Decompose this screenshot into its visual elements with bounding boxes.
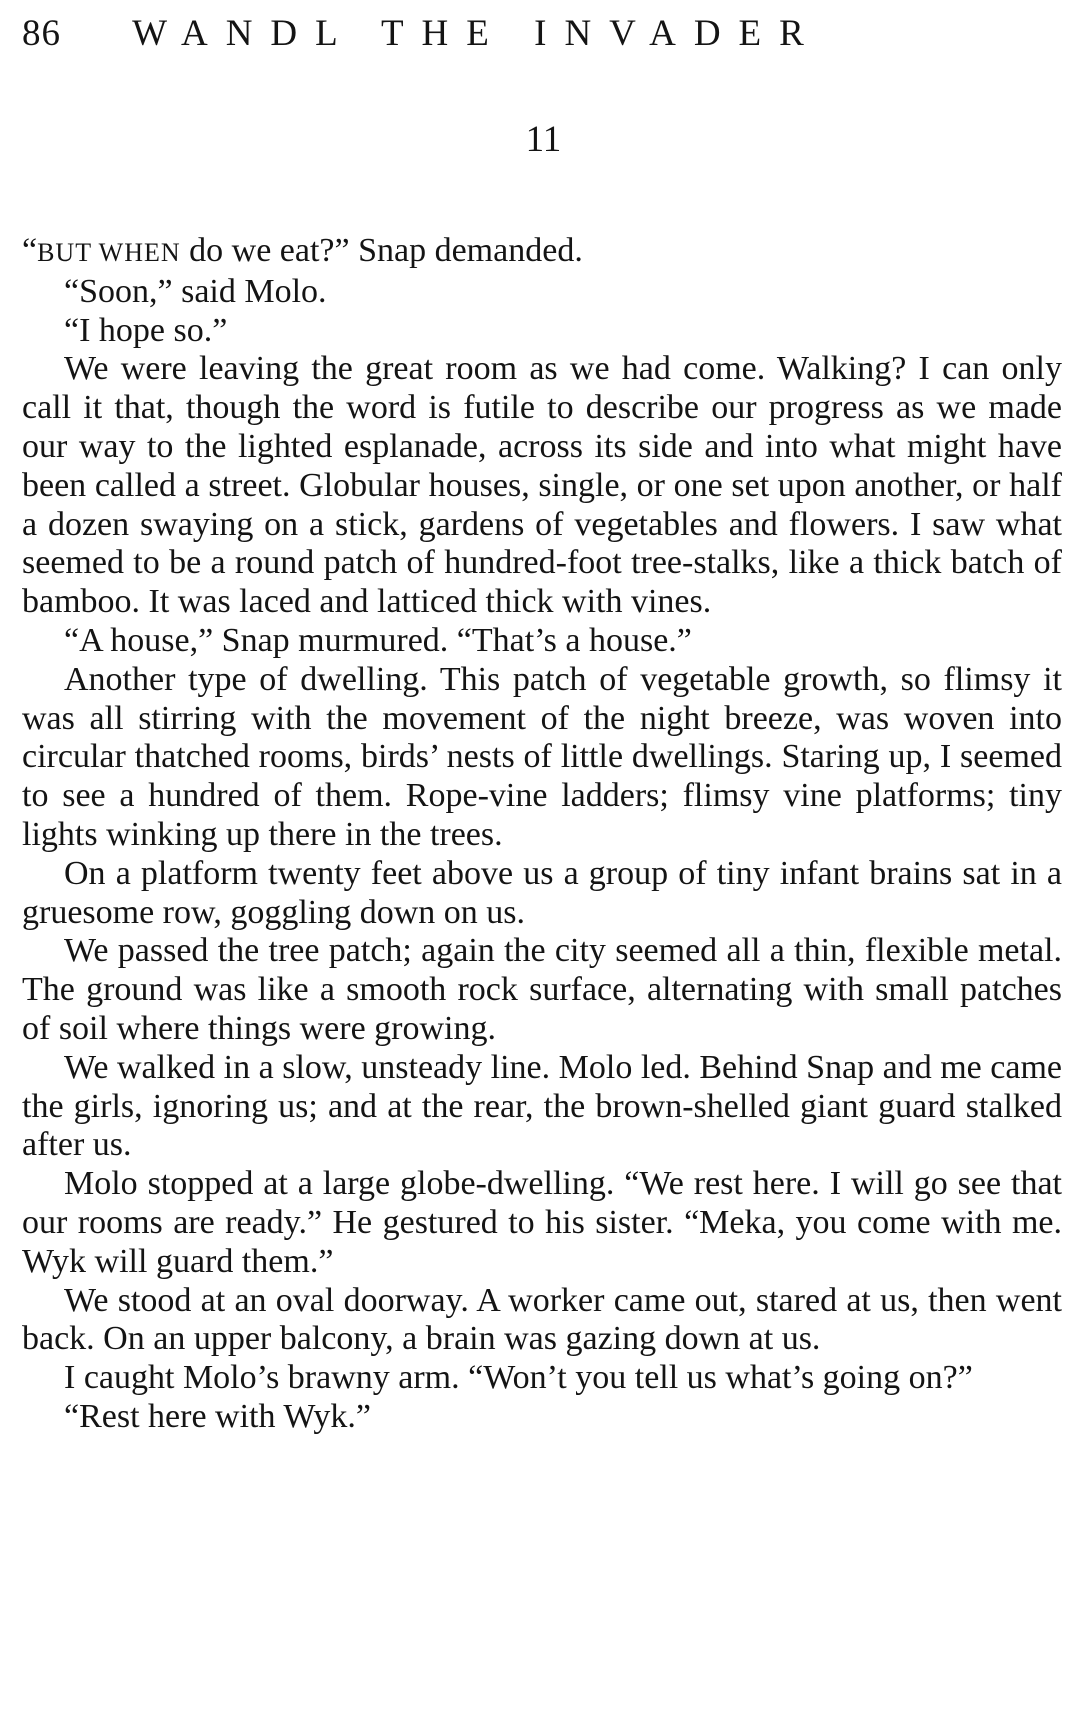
opening-paragraph	[22, 232, 1062, 273]
paragraph: “Soon,” said Molo.	[64, 272, 327, 310]
running-title: WANDL THE INVADER	[132, 13, 822, 54]
opening-quote: “	[22, 232, 38, 269]
opening-smallcaps: BUT WHEN	[37, 238, 181, 267]
paragraph: We passed the tree patch; again the city seemed all a thin, flexible metal. The ground was like a smooth rock surface, alternating with small patches of soil where things were growing.	[22, 932, 1062, 1047]
opening-rest: do we eat?” Snap demanded.	[180, 232, 583, 269]
paragraph: We stood at an oval doorway. A worker came out, stared at us, then went back. On an upper balcony, a brain was gazing down at us.	[22, 1281, 1062, 1358]
paragraph: We walked in a slow, unsteady line. Molo led. Behind Snap and me came the girls, ignoring us; and at the rear, the brown-shelled giant guard stalked after us.	[22, 1048, 1062, 1164]
body-text	[22, 232, 1062, 1437]
running-header	[22, 12, 1062, 56]
paragraph: On a platform twenty feet above us a group of tiny infant brains sat in a gruesome row, goggling down on us.	[22, 854, 1062, 931]
paragraph: “I hope so.”	[64, 311, 228, 349]
page-number: 86	[22, 13, 61, 54]
paragraph: Another type of dwelling. This patch of vegetable growth, so flimsy it was all stirring with the movement of the night breeze, was woven into circular thatched rooms, birds’ nests of little dwellings. Staring up, I seemed to see a hundred of them. Rope-vine ladders; flimsy vine platforms; tiny lights winking up there in the trees.	[22, 660, 1062, 853]
paragraph: We were leaving the great room as we had come. Walking? I can only call it that, though the word is futile to describe our progress as we made our way to the lighted esplanade, across its side and into what might have been called a street. Globular houses, single, or one set upon another, or half a dozen swaying on a stick, gardens of vegetables and flowers. I saw what seemed to be a round patch of hundred-foot tree-stalks, like a thick batch of bamboo. It was laced and latticed thick with vines.	[22, 350, 1062, 621]
paragraph: “Rest here with Wyk.”	[64, 1397, 372, 1435]
paragraph: Molo stopped at a large globe-dwelling. “We rest here. I will go see that our rooms are ready.” He gestured to his sister. “Meka, you come with me. Wyk will guard them.”	[22, 1165, 1062, 1280]
paragraph: I caught Molo’s brawny arm. “Won’t you tell us what’s going on?”	[64, 1359, 973, 1397]
chapter-number: 11	[525, 119, 562, 160]
paragraph: “A house,” Snap murmured. “That’s a house.”	[64, 621, 692, 659]
